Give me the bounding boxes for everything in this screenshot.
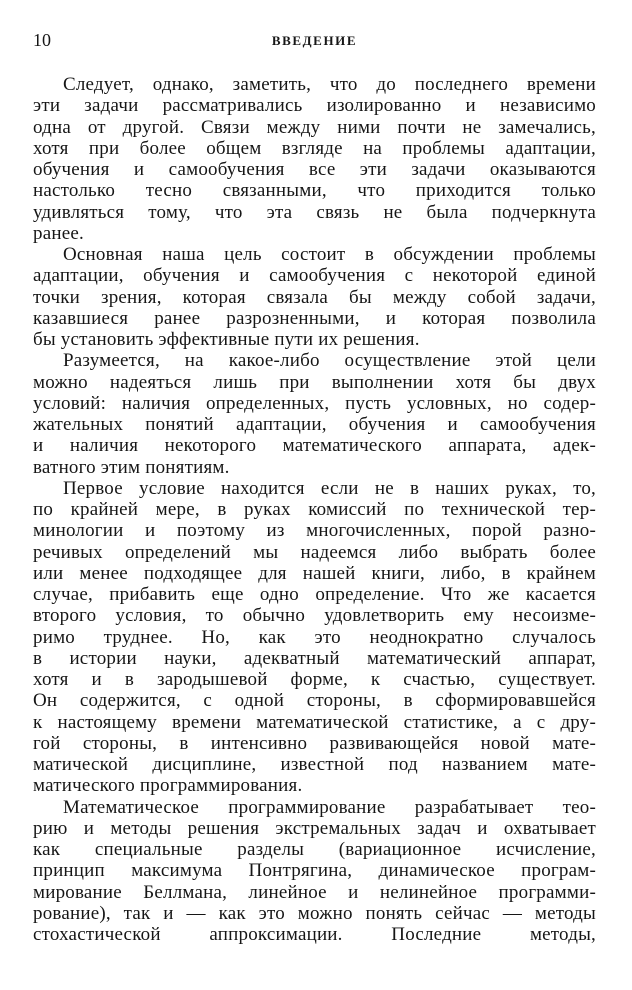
text-line: рию и методы решения экстремальных задач и охватывает — [33, 817, 596, 839]
text-line: второго условия, то обычно удовлетворить ему несоизме- — [33, 605, 596, 627]
text-line: обучения и самообучения все эти задачи оказываются — [33, 159, 596, 180]
text-line: Первое условие находится если не в наших руках, то, — [63, 477, 596, 499]
text-line: Основная наша цель состоит в обсуждении проблемы — [63, 244, 596, 265]
text-line: жательных понятий адаптации, обучения и самообучения — [33, 414, 596, 435]
text-line: мирование Беллмана, линейное и нелинейное программи- — [33, 881, 596, 903]
text-line: хотя при более общем взгляде на проблемы адаптации, — [33, 137, 596, 159]
text-line: бы установить эффективные пути их решения. — [33, 329, 420, 350]
page-number: 10 — [33, 30, 51, 50]
body-text — [33, 74, 596, 945]
text-line: или менее подходящее для нашей книги, либо, в крайнем — [33, 562, 596, 584]
text-line: речивых определений мы надеемся либо выбрать более — [33, 541, 596, 563]
text-line: случае, прибавить еще одно определение. Что же касается — [33, 584, 596, 605]
text-line: условий: наличия определенных, пусть условных, но содер- — [33, 392, 596, 414]
text-line: как специальные разделы (вариационное исчисление, — [33, 839, 596, 860]
text-line: можно надеяться лишь при выполнении хотя бы двух — [33, 371, 596, 393]
paragraph-1 — [33, 74, 596, 244]
text-line: адаптации, обучения и самообучения с некоторой единой — [33, 265, 596, 287]
paragraph-3 — [33, 350, 596, 478]
text-line: по крайней мере, в руках комиссий по технической тер- — [33, 499, 596, 520]
text-line: матической дисциплине, известной под названием мате- — [33, 754, 596, 775]
text-line: к настоящему времени математической статистике, а с дру- — [33, 711, 596, 733]
text-line: одна от другой. Связи между ними почти не замечались, — [33, 116, 596, 138]
text-line: Разумеется, на какое-либо осуществление этой цели — [63, 350, 596, 372]
text-line: ватного этим понятиям. — [33, 456, 230, 478]
text-line: минологии и поэтому из многочисленных, порой разно- — [33, 520, 596, 542]
text-line: точки зрения, которая связала бы между собой задачи, — [33, 286, 596, 308]
text-line: и наличия некоторого математического аппарата, адек- — [33, 435, 596, 457]
text-line: эти задачи рассматривались изолированно и независимо — [33, 95, 596, 117]
text-line: удивляться тому, что эта связь не была подчеркнута — [33, 201, 596, 223]
running-head: ВВЕДЕНИЕ — [271, 33, 358, 48]
text-line: казавшиеся ранее разрозненными, и которая позволила — [33, 307, 596, 329]
text-line: Математическое программирование разрабатывает тео- — [63, 796, 596, 818]
text-line: римо труднее. Но, как это неоднократно случалось — [33, 626, 596, 648]
paragraph-4 — [33, 478, 596, 797]
text-line: ранее. — [33, 222, 84, 244]
text-line: гой стороны, в интенсивно развивающейся новой мате- — [33, 732, 596, 754]
text-line: хотя и в зародышевой форме, к счастью, существует. — [33, 669, 596, 690]
text-line: рование), так и — как это можно понять сейчас — методы — [33, 902, 596, 924]
text-line: Он содержится, с одной стороны, в сформировавшейся — [33, 690, 596, 712]
text-line: матического программирования. — [33, 775, 303, 797]
paragraph-5 — [33, 797, 596, 946]
text-line: в истории науки, адекватный математический аппарат, — [33, 647, 596, 669]
text-line: Следует, однако, заметить, что до последнего времени — [63, 74, 596, 95]
text-line: стохастической аппроксимации. Последние методы, — [33, 924, 596, 945]
text-line: принцип максимума Понтрягина, динамическое програм- — [33, 860, 596, 882]
text-line: настолько тесно связанными, что приходится только — [33, 180, 596, 202]
paragraph-2 — [33, 244, 596, 350]
